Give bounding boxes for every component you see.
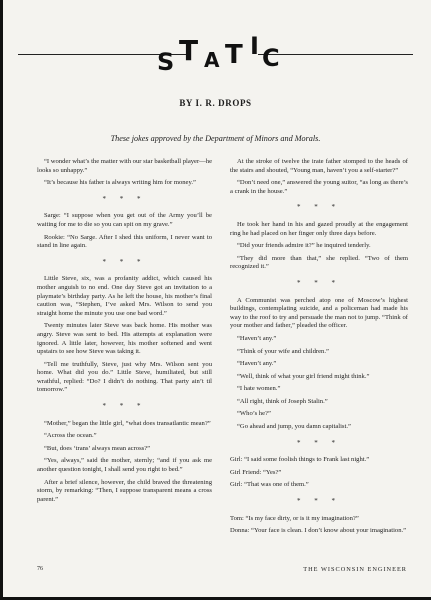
joke-paragraph: “Well, think of what your girl friend might think.” (237, 372, 370, 380)
section-separator: * * * (102, 257, 147, 266)
joke-paragraph: Little Steve, six, was a profanity addict, which caused his mother anguish to no end. One day Steve got an invitation to a playmate’s birthday party. As he left the house, his mother’s final caution was, “Stephen, I’ve asked Mrs. Wilson to send you straight home the minute you use one bad word.” (37, 275, 212, 317)
joke-paragraph: “Did your friends admire it?” he inquired tenderly. (237, 242, 371, 250)
page-edge (0, 0, 3, 600)
joke-paragraph: “Haven’t any.” (237, 334, 277, 342)
joke-paragraph: Twenty minutes later Steve was back home. His mother was angry. Steve was sent to bed. His attempts at explanation were ignored. A little later, however, his mother softened and went upstairs to see how Steve was taking it. (37, 322, 212, 356)
joke-paragraph: “Don’t need one,” answered the young suitor, “as long as there’s a crank in the house.” (230, 179, 408, 195)
joke-paragraph: Sarge: “I suppose when you get out of the Army you’ll be waiting for me to die so you can spit on my grave.” (37, 212, 212, 228)
joke-paragraph: “I hate women.” (237, 385, 281, 393)
joke-paragraph: “I wonder what’s the matter with our star basketball player—he looks so unhappy.” (37, 158, 212, 174)
joke-paragraph: “Go ahead and jump, you damn capitalist.” (237, 423, 351, 431)
joke-paragraph: “Tell me truthfully, Steve, just why Mrs. Wilson sent you home. What did you do.” Little Steve, humiliated, but still wrathful, replied: “Do? I didn’t do nothing. That party ain’t til tomorrow.” (37, 360, 212, 394)
joke-paragraph: Girl: “That was one of them.” (230, 481, 309, 489)
left-column (37, 158, 212, 508)
section-separator: * * * (297, 438, 341, 447)
joke-paragraph: Donna: “Your face is clean. I don’t know about your imagination.” (230, 527, 407, 535)
joke-paragraph: Rookie: “No Sarge. After I shed this uniform, I never want to stand in line again. (37, 233, 212, 250)
title-letter: C (262, 44, 280, 72)
joke-paragraph: Tom: “Is my face dirty, or is it my imagination?” (230, 514, 359, 522)
right-column (230, 158, 408, 540)
section-separator: * * * (102, 402, 147, 411)
joke-paragraph: “Haven’t any.” (237, 360, 277, 368)
title-letter: A (204, 48, 220, 72)
subtitle: These jokes approved by the Department of Minors and Morals. (110, 134, 321, 143)
joke-paragraph: Girl: “I said some foolish things to Frank last night.” (230, 456, 370, 464)
title-letter: I (250, 32, 259, 60)
title-letter: S (157, 48, 175, 76)
joke-paragraph: Girl Friend: “Yes?” (230, 468, 282, 476)
byline: BY I. R. DROPS (179, 98, 252, 108)
joke-paragraph: “Who’s he?” (237, 410, 271, 418)
magazine-name: THE WISCONSIN ENGINEER (303, 566, 407, 573)
section-separator: * * * (297, 203, 341, 212)
joke-paragraph: “They did more than that,” she replied. “Two of them recognized it.” (230, 254, 408, 271)
title-letter: T (225, 40, 243, 70)
joke-paragraph: A Communist was perched atop one of Moscow’s highest buildings, contemplating suicide, and a policeman had made his way to the roof to try and persuade the man not to jump. “Think of your mother and father,” pleaded the officer. (230, 296, 408, 330)
page-number: 76 (37, 566, 43, 572)
section-separator: * * * (297, 278, 341, 287)
joke-paragraph: “Yes, always,” said the mother, sternly; “and if you ask me another question tonight, I shall send you right to bed.” (37, 457, 212, 474)
joke-paragraph: “All right, think of Joseph Stalin.” (237, 397, 328, 405)
section-separator: * * * (102, 194, 147, 203)
joke-paragraph: “Across the ocean.” (44, 432, 97, 440)
joke-paragraph: At the stroke of twelve the irate father stomped to the heads of the stairs and shouted, “Young man, haven’t you a self-starter?” (230, 158, 408, 174)
joke-paragraph: He took her hand in his and gazed proudly at the engagement ring he had placed on her finger only three days before. (230, 220, 408, 237)
section-separator: * * * (297, 497, 341, 506)
joke-paragraph: After a brief silence, however, the child braved the threatening storm, by remarking: “Then, I suppose transparent means a cross parent.” (37, 478, 212, 503)
joke-paragraph: “Mother,” began the little girl, “what does transatlantic mean?” (44, 419, 211, 427)
joke-paragraph: “It’s because his father is always writing him for money.” (44, 179, 196, 187)
joke-paragraph: “But, does ‘trans’ always mean across?” (44, 444, 151, 452)
title-letter: T (179, 34, 199, 67)
joke-paragraph: “Think of your wife and children.” (237, 347, 329, 355)
page-title (155, 26, 295, 86)
